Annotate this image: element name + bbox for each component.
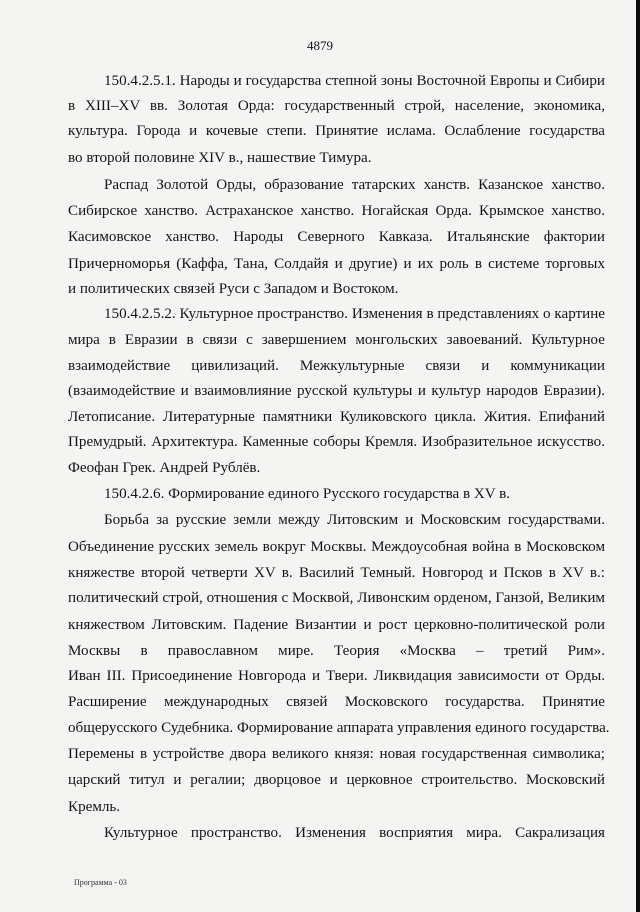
text-line: Москвы в православном мире. Теория «Москва – третий Рим».: [68, 643, 605, 659]
text-line: Причерноморья (Каффа, Тана, Солдайя и другие) и их роль в системе торговых: [68, 256, 605, 272]
section-heading: 150.4.2.6. Формирование единого Русского государства в XV в.: [104, 486, 511, 502]
text-line: во второй половине XIV в., нашествие Тимура.: [68, 150, 372, 166]
text-line: Иван III. Присоединение Новгорода и Твери. Ликвидация зависимости от Орды.: [68, 668, 605, 684]
text-line: царский титул и регалии; дворцовое и церковное строительство. Московский: [68, 772, 605, 788]
footer-label: Программа - 03: [74, 878, 127, 887]
text-line: взаимодействие цивилизаций. Межкультурные связи и коммуникации: [68, 358, 605, 374]
text-line: 150.4.2.5.2. Культурное пространство. Изменения в представлениях о картине: [104, 306, 605, 322]
text-line: Расширение международных связей Московского государства. Принятие: [68, 694, 605, 710]
text-line: Премудрый. Архитектура. Каменные соборы Кремля. Изобразительное искусство.: [68, 434, 605, 450]
text-line: (взаимодействие и взаимовлияние русской культуры и культур народов Евразии).: [68, 383, 605, 399]
text-line: общерусского Судебника. Формирование аппарата управления единого государства.: [68, 720, 610, 736]
text-line: Касимовское ханство. Народы Северного Кавказа. Итальянские фактории: [68, 229, 605, 245]
text-line: и политических связей Руси с Западом и Востоком.: [68, 281, 399, 297]
page-edge: [636, 0, 640, 912]
text-line: княжеством Литовским. Падение Византии и рост церковно-политической роли: [68, 617, 605, 633]
text-line: Борьба за русские земли между Литовским и Московским государствами.: [104, 512, 605, 528]
text-line: княжестве второй четверти XV в. Василий Темный. Новгород и Псков в XV в.:: [68, 565, 605, 581]
text-line: Перемены в устройстве двора великого князя: новая государственная символика;: [68, 746, 605, 762]
text-line: Феофан Грек. Андрей Рублёв.: [68, 460, 261, 476]
text-line: 150.4.2.5.1. Народы и государства степной зоны Восточной Европы и Сибири: [104, 73, 605, 89]
text-line: политический строй, отношения с Москвой, Ливонским орденом, Ганзой, Великим: [68, 590, 605, 606]
text-line: Распад Золотой Орды, образование татарских ханств. Казанское ханство.: [104, 177, 605, 193]
text-line: Культурное пространство. Изменения восприятия мира. Сакрализация: [104, 825, 605, 841]
text-line: Кремль.: [68, 799, 121, 815]
text-line: мира в Евразии в связи с завершением монгольских завоеваний. Культурное: [68, 332, 605, 348]
text-line: культура. Города и кочевые степи. Принятие ислама. Ослабление государства: [68, 123, 605, 139]
text-line: Сибирское ханство. Астраханское ханство. Ногайская Орда. Крымское ханство.: [68, 203, 605, 219]
text-line: Объединение русских земель вокруг Москвы. Междоусобная война в Московском: [68, 539, 605, 555]
text-line: Летописание. Литературные памятники Куликовского цикла. Жития. Епифаний: [68, 409, 605, 425]
text-line: в XIII–XV вв. Золотая Орда: государственный строй, население, экономика,: [68, 98, 605, 114]
page-number: 4879: [307, 38, 333, 53]
